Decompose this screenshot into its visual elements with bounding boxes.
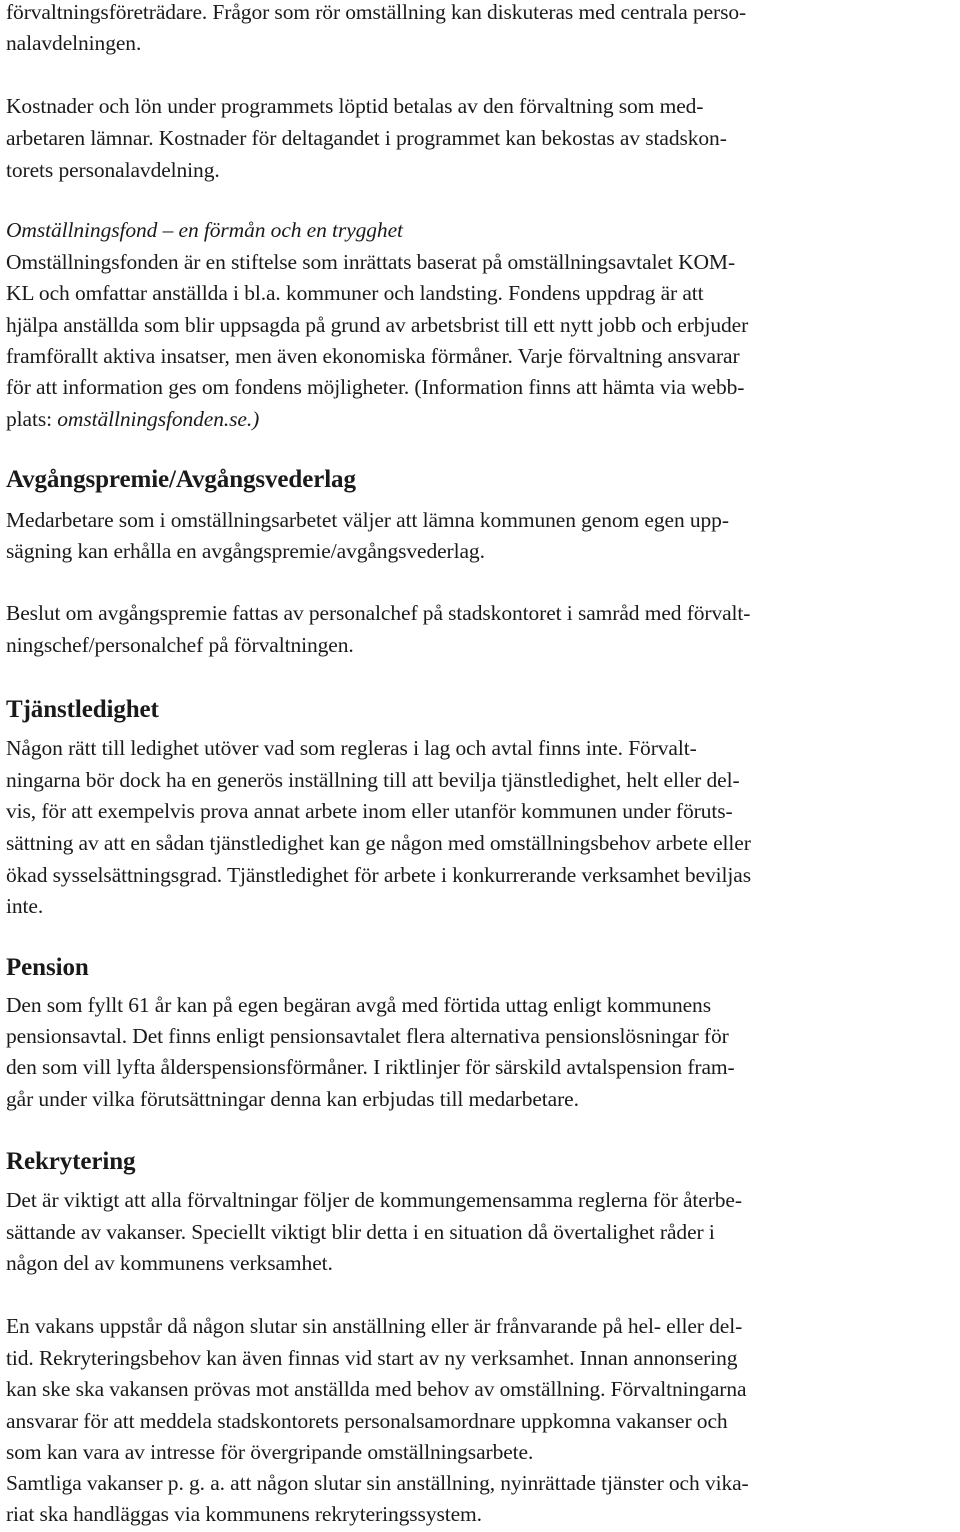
body-text-line: ökad sysselsättningsgrad. Tjänstledighet för arbete i konkurrerande verksamhet beviljas: [6, 863, 751, 887]
section-subheading: Omställningsfond – en förmån och en trygghet: [6, 218, 403, 242]
body-text-line: Samtliga vakanser p. g. a. att någon slutar sin anställning, nyinrättade tjänster och vika-: [6, 1471, 749, 1495]
body-text-line: ningschef/personalchef på förvaltningen.: [6, 633, 354, 657]
body-text-line: går under vilka förutsättningar denna kan erbjudas till medarbetare.: [6, 1087, 579, 1111]
body-text-line: ansvarar för att meddela stadskontorets personalsamordnare uppkomna vakanser och: [6, 1409, 728, 1433]
body-text-line: arbetaren lämnar. Kostnader för deltagandet i programmet kan bekostas av stadskon-: [6, 126, 727, 150]
body-text-line: vis, för att exempelvis prova annat arbete inom eller utanför kommunen under föruts-: [6, 799, 733, 823]
section-heading: Tjänstledighet: [6, 696, 159, 723]
section-heading: Rekrytering: [6, 1148, 136, 1175]
body-text-line: Den som fyllt 61 år kan på egen begäran avgå med förtida uttag enligt kommunens: [6, 993, 711, 1017]
body-text-line: Kostnader och lön under programmets löptid betalas av den förvaltning som med-: [6, 94, 704, 118]
body-text-line: Beslut om avgångspremie fattas av personalchef på stadskontoret i samråd med förvalt-: [6, 601, 751, 625]
body-text-prefix: plats:: [6, 407, 58, 431]
body-text-line: torets personalavdelning.: [6, 158, 220, 182]
body-text-line: sättande av vakanser. Speciellt viktigt blir detta i en situation då övertalighet råder i: [6, 1220, 715, 1244]
body-text-line: riat ska handläggas via kommunens rekryteringssystem.: [6, 1502, 482, 1526]
body-text-line: KL och omfattar anställda i bl.a. kommuner och landsting. Fondens uppdrag är att: [6, 281, 704, 305]
body-text-line: den som vill lyfta ålderspensionsförmåner. I riktlinjer för särskild avtalspension fram-: [6, 1055, 735, 1079]
section-heading: Avgångspremie/Avgångsvederlag: [6, 466, 356, 493]
body-text-line: förvaltningsföreträdare. Frågor som rör omställning kan diskuteras med centrala perso-: [6, 0, 747, 24]
body-text-line: hjälpa anställda som blir uppsagda på grund av arbetsbrist till ett nytt jobb och erbjuder: [6, 313, 749, 337]
body-text-line: [6, 404, 259, 435]
body-text-line: pensionsavtal. Det finns enligt pensionsavtalet flera alternativa pensionslösningar för: [6, 1024, 729, 1048]
website-link[interactable]: omställningsfonden.se.): [57, 407, 260, 431]
body-text-line: En vakans uppstår då någon slutar sin anställning eller är frånvarande på hel- eller del-: [6, 1314, 743, 1338]
body-text-line: kan ske ska vakansen prövas mot anställda med behov av omställning. Förvaltningarna: [6, 1377, 747, 1401]
section-heading: Pension: [6, 954, 89, 981]
body-text-line: tid. Rekryteringsbehov kan även finnas vid start av ny verksamhet. Innan annonsering: [6, 1346, 738, 1370]
body-text-line: framförallt aktiva insatser, men även ekonomiska förmåner. Varje förvaltning ansvarar: [6, 344, 740, 368]
body-text-line: nalavdelningen.: [6, 31, 142, 55]
body-text-line: Omställningsfonden är en stiftelse som inrättats baserat på omställningsavtalet KOM-: [6, 250, 736, 274]
body-text-line: som kan vara av intresse för övergripande omställningsarbete.: [6, 1440, 534, 1464]
body-text-line: ningarna bör dock ha en generös inställning till att bevilja tjänstledighet, helt eller del-: [6, 768, 740, 792]
body-text-line: inte.: [6, 894, 44, 918]
body-text-line: Medarbetare som i omställningsarbetet väljer att lämna kommunen genom egen upp-: [6, 508, 729, 532]
body-text-line: sägning kan erhålla en avgångspremie/avgångsvederlag.: [6, 539, 485, 563]
body-text-line: Det är viktigt att alla förvaltningar följer de kommungemensamma reglerna för återbe-: [6, 1188, 742, 1212]
body-text-line: för att information ges om fondens möjligheter. (Information finns att hämta via webb-: [6, 375, 745, 399]
body-text-line: Någon rätt till ledighet utöver vad som regleras i lag och avtal finns inte. Förvalt-: [6, 736, 697, 760]
body-text-line: sättning av att en sådan tjänstledighet kan ge någon med omställningsbehov arbete eller: [6, 831, 751, 855]
body-text-line: någon del av kommunens verksamhet.: [6, 1251, 333, 1275]
